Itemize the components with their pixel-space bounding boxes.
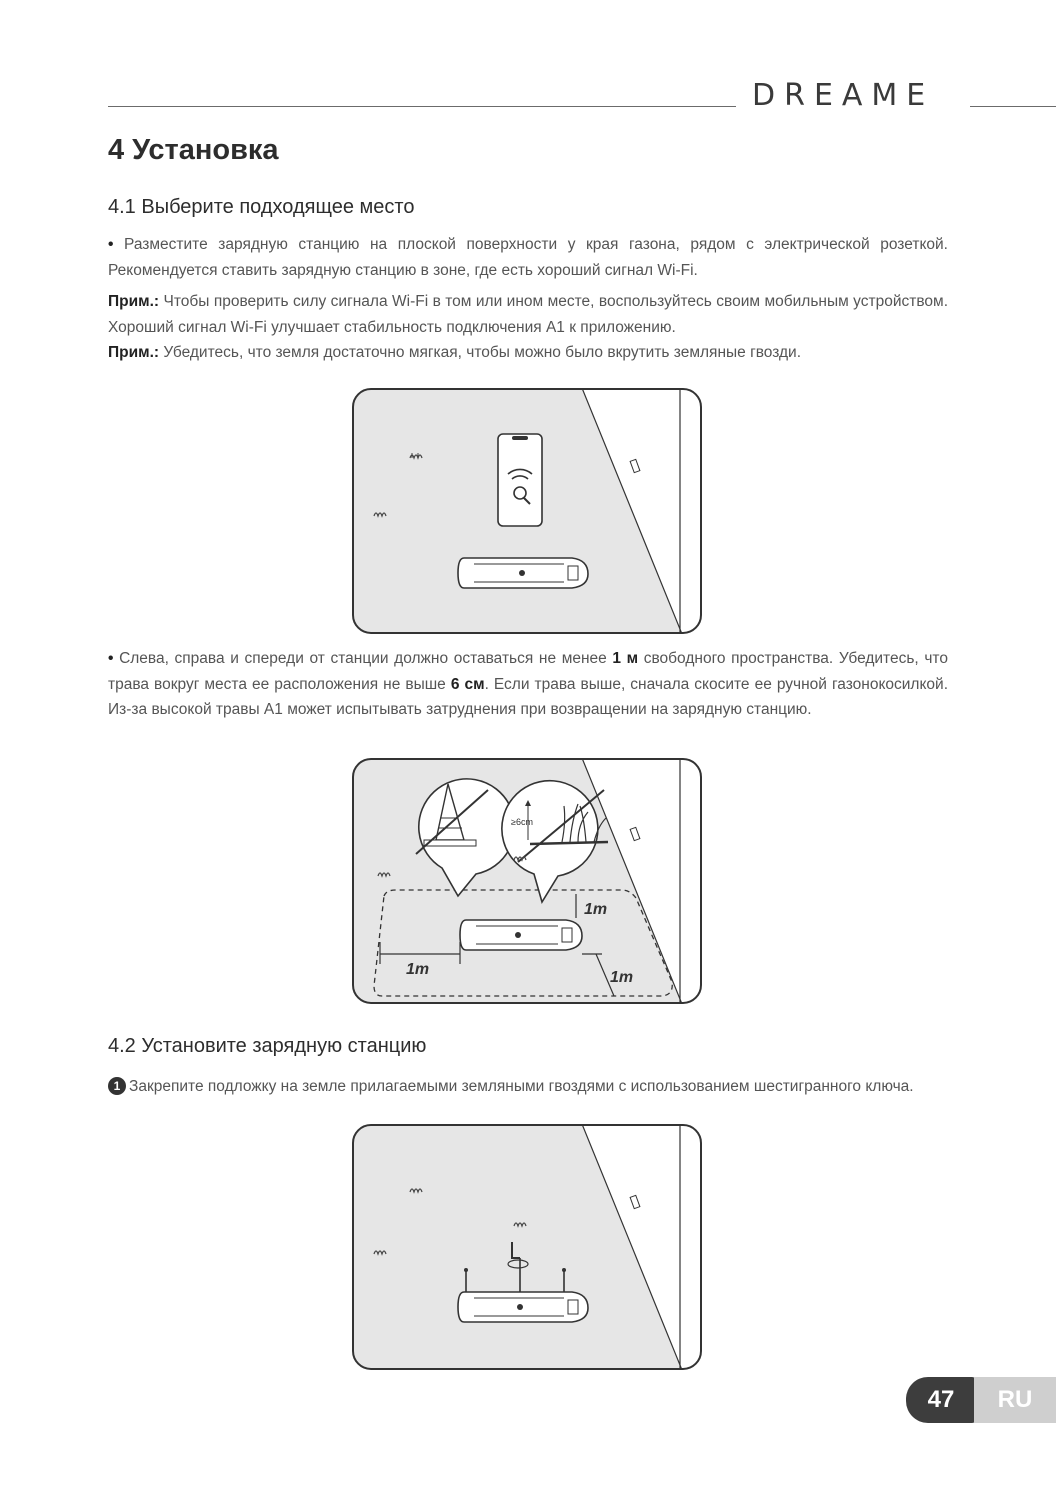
figure-clearance	[352, 758, 702, 1004]
language-badge: RU	[974, 1377, 1056, 1423]
dimension-front-label: 1m	[584, 901, 608, 918]
brand-logo: DREAME	[752, 78, 935, 113]
step-number-badge: 1	[108, 1077, 126, 1095]
grass-height-value: 6 см	[450, 675, 485, 693]
note-text-1: Чтобы проверить силу сигнала Wi-Fi в том или ином месте, воспользуйтесь своим мобильным устройством. Хороший сигнал Wi-Fi улучшает стабильность подключения A1 к приложению.	[108, 293, 948, 336]
section1-intro	[108, 232, 948, 366]
charging-station-icon	[458, 1292, 588, 1322]
section2-step1	[108, 1072, 948, 1102]
header-rule-left	[108, 106, 736, 107]
bullet-icon: •	[108, 650, 114, 667]
figure-wifi-check	[352, 388, 702, 634]
bullet-paragraph-2	[108, 646, 948, 723]
header-rule-right	[970, 106, 1056, 107]
section1-clearance	[108, 646, 948, 723]
dimension-right-label: 1m	[610, 969, 634, 986]
charging-station-icon	[460, 920, 582, 950]
charging-station-icon	[458, 558, 588, 588]
bullet-icon: •	[108, 236, 114, 253]
clearance-value: 1 м	[612, 650, 639, 667]
bullet-text-2a: Слева, справа и спереди от станции должно оставаться не менее	[119, 650, 607, 667]
note-paragraph-1	[108, 289, 948, 340]
note-label: Прим.:	[108, 344, 160, 361]
chapter-title: 4 Установка	[108, 134, 279, 166]
bullet-text-2c: . Если трава выше, сначала скосите ее ручной газонокосилкой. Из-за высокой травы A1 может испытывать затруднения при возвращении на зарядную станцию.	[108, 675, 949, 718]
section-heading-4-1: 4.1 Выберите подходящее место	[108, 196, 415, 218]
bullet-text-2b: свободного пространства. Убедитесь, что трава вокруг места ее расположения не выше	[108, 650, 948, 693]
note-text-2: Убедитесь, что земля достаточно мягкая, чтобы можно было вкрутить земляные гвозди.	[163, 344, 802, 361]
step-paragraph-1	[108, 1072, 948, 1102]
note-label: Прим.:	[108, 293, 160, 310]
page-number-badge: 47	[906, 1377, 976, 1423]
bullet-text-1: Разместите зарядную станцию на плоской поверхности у края газона, рядом с электрической розеткой. Рекомендуется ставить зарядную станцию в зоне, где есть хороший сигнал Wi-Fi.	[108, 236, 948, 279]
step-text-1: Закрепите подложку на земле прилагаемыми земляными гвоздями с использованием шестигранного ключа.	[129, 1078, 914, 1095]
bullet-paragraph-1	[108, 232, 948, 283]
note-paragraph-2	[108, 340, 948, 366]
dimension-left-label: 1m	[406, 961, 430, 978]
grass-height-label: ≥6cm	[511, 817, 533, 827]
section-heading-4-2: 4.2 Установите зарядную станцию	[108, 1035, 427, 1057]
figure-install-station	[352, 1124, 702, 1370]
